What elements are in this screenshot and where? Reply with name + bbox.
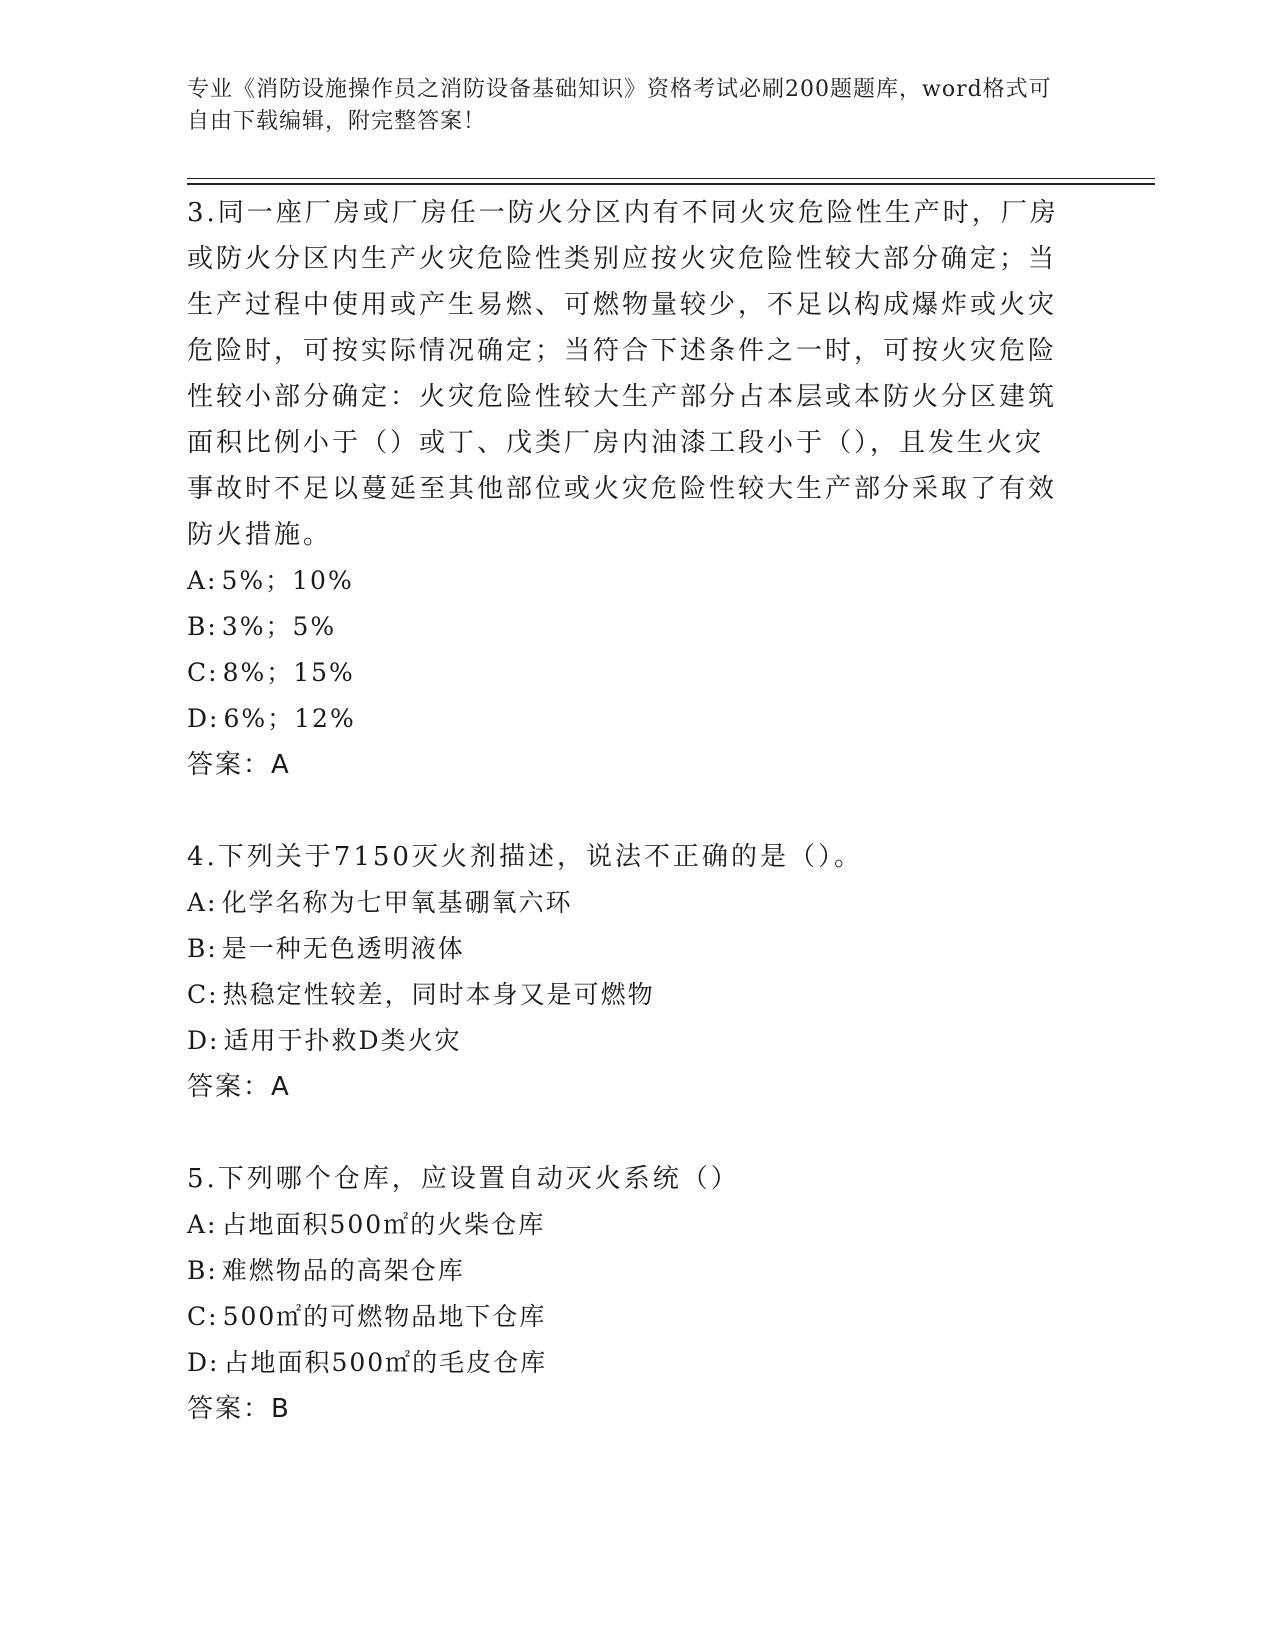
answer-line: 答案：B	[187, 1394, 291, 1424]
option-c	[187, 1294, 1067, 1340]
question-spacer	[187, 788, 1067, 834]
option-text: 难燃物品的高架仓库	[221, 1256, 465, 1285]
option-text: 占地面积500㎡的火柴仓库	[221, 1210, 546, 1239]
option-b	[187, 604, 1067, 650]
option-letter: D:	[187, 1348, 220, 1377]
option-letter: B:	[187, 612, 218, 641]
answer-line: 答案：A	[187, 750, 291, 780]
option-letter: C:	[187, 658, 219, 687]
option-letter: B:	[187, 934, 218, 963]
option-b	[187, 1248, 1067, 1294]
option-text: 8%；15%	[222, 658, 355, 687]
option-text: 化学名称为七甲氧基硼氧六环	[221, 888, 573, 917]
question-5	[187, 1156, 1067, 1432]
option-text: 6%；12%	[223, 704, 356, 733]
option-c	[187, 650, 1067, 696]
question-stem: 5.下列哪个仓库，应设置自动灭火系统（）	[187, 1164, 740, 1194]
option-text: 500㎡的可燃物品地下仓库	[222, 1302, 547, 1331]
option-letter: D:	[187, 1026, 220, 1055]
question-spacer	[187, 1110, 1067, 1156]
question-4	[187, 834, 1067, 1110]
option-a	[187, 880, 1067, 926]
option-text: 5%；10%	[221, 566, 354, 595]
option-letter: A:	[187, 566, 218, 595]
option-d	[187, 1340, 1067, 1386]
option-text: 热稳定性较差，同时本身又是可燃物	[222, 980, 655, 1009]
answer-line: 答案：A	[187, 1072, 291, 1102]
option-letter: B:	[187, 1256, 218, 1285]
option-letter: C:	[187, 1302, 219, 1331]
option-d	[187, 1018, 1067, 1064]
option-d	[187, 696, 1067, 742]
option-a	[187, 1202, 1067, 1248]
option-a	[187, 558, 1067, 604]
question-3	[187, 190, 1067, 788]
question-list	[187, 190, 1067, 1432]
option-text: 3%；5%	[221, 612, 337, 641]
option-letter: D:	[187, 704, 220, 733]
question-stem: 3.同一座厂房或厂房任一防火分区内有不同火灾危险性生产时，厂房或防火分区内生产火灾危险性类别应按火灾危险性较大部分确定；当生产过程中使用或产生易燃、可燃物量较少，不足以构成爆炸或火灾危险时，可按实际情况确定；当符合下述条件之一时，可按火灾危险性较小部分确定：火灾危险性较大生产部分占本层或本防火分区建筑面积比例小于（）或丁、戊类厂房内油漆工段小于（），且发生火灾事故时不足以蔓延至其他部位或火灾危险性较大生产部分采取了有效防火措施。	[187, 198, 1059, 550]
option-letter: A:	[187, 888, 218, 917]
question-stem: 4.下列关于7150灭火剂描述，说法不正确的是（）。	[187, 842, 863, 872]
option-text: 是一种无色透明液体	[221, 934, 465, 963]
option-letter: A:	[187, 1210, 218, 1239]
document-header: 专业《消防设施操作员之消防设备基础知识》资格考试必刷200题题库，word格式可自由下载编辑，附完整答案！	[187, 77, 1052, 134]
option-text: 适用于扑救D类火灾	[223, 1026, 462, 1055]
option-letter: C:	[187, 980, 219, 1009]
header-divider-top	[187, 178, 1155, 179]
option-text: 占地面积500㎡的毛皮仓库	[223, 1348, 548, 1377]
option-c	[187, 972, 1067, 1018]
option-b	[187, 926, 1067, 972]
header-divider-bottom	[187, 183, 1155, 185]
